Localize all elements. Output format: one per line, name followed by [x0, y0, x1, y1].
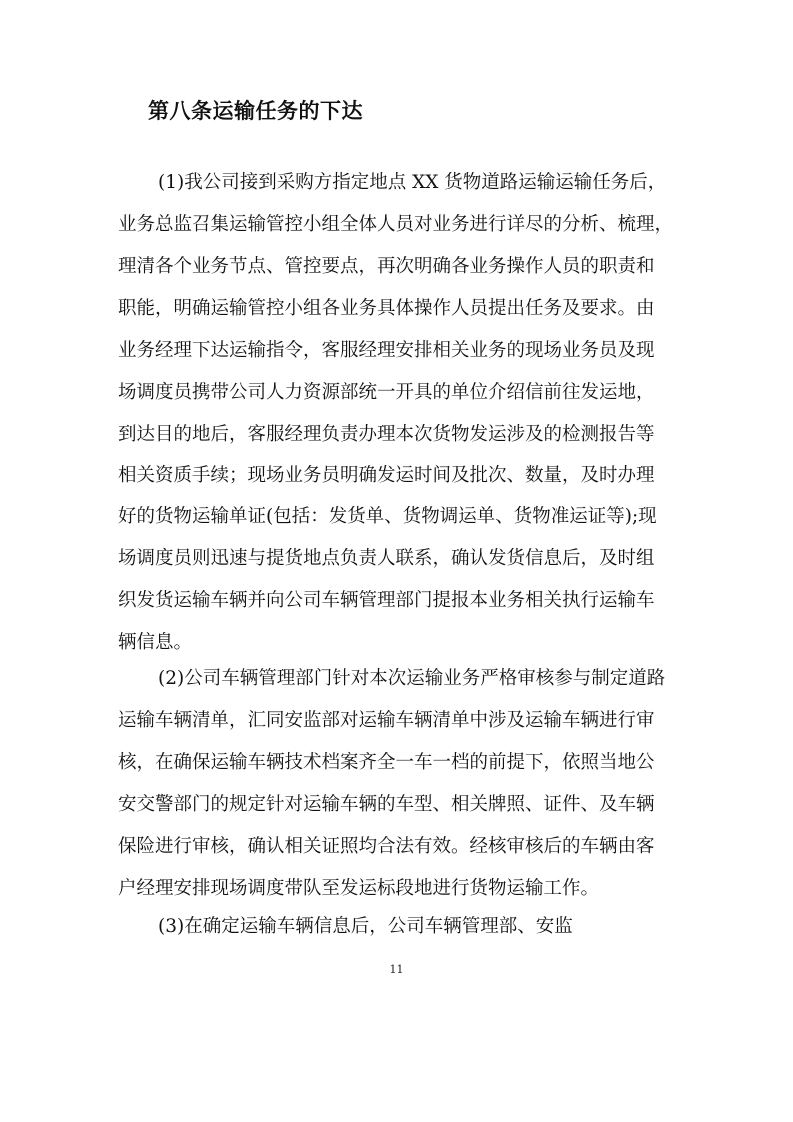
- paragraph-2-line-3: 核，在确保运输车辆技术档案齐全一车一档的前提下，依照当地公: [118, 752, 655, 773]
- paragraph-1-line-4: 职能，明确运输管控小组各业务具体操作人员提出任务及要求。由: [118, 298, 655, 319]
- paragraph-1-line-2: 业务总监召集运输管控小组全体人员对业务进行详尽的分析、梳理，: [118, 214, 674, 235]
- paragraph-1-line-3: 理清各个业务节点、管控要点，再次明确各业务操作人员的职责和: [118, 256, 655, 277]
- paragraph-3-line-1: (3)在确定运输车辆信息后，公司车辆管理部、安监: [158, 916, 573, 937]
- paragraph-1-line-5: 业务经理下达运输指令，客服经理安排相关业务的现场业务员及现: [118, 340, 655, 361]
- paragraph-2-line-6: 户经理安排现场调度带队至发运标段地进行货物运输工作。: [118, 878, 600, 899]
- paragraph-1-line-11: 织发货运输车辆并向公司车辆管理部门提报本业务相关执行运输车: [118, 590, 655, 611]
- paragraph-1-line-7: 到达目的地后，客服经理负责办理本次货物发运涉及的检测报告等: [118, 424, 655, 445]
- paragraph-1-line-10: 场调度员则迅速与提货地点负责人联系，确认发货信息后，及时组: [118, 548, 655, 569]
- paragraph-2-line-2: 运输车辆清单，汇同安监部对运输车辆清单中涉及运输车辆进行审: [118, 710, 655, 731]
- paragraph-2-line-5: 保险进行审核，确认相关证照均合法有效。经核审核后的车辆由客: [118, 836, 655, 857]
- paragraph-1-line-12: 辆信息。: [118, 632, 193, 653]
- paragraph-1-line-9: 好的货物运输单证(包括：发货单、货物调运单、货物准运证等);现: [118, 506, 657, 527]
- paragraph-2-line-4: 安交警部门的规定针对运输车辆的车型、相关牌照、证件、及车辆: [118, 794, 655, 815]
- paragraph-1-line-1: (1)我公司接到采购方指定地点 XX 货物道路运输运输任务后，: [158, 172, 667, 193]
- page-number: 11: [389, 963, 404, 976]
- section-heading: 第八条运输任务的下达: [148, 99, 363, 123]
- paragraph-2-line-1: (2)公司车辆管理部门针对本次运输业务严格审核参与制定道路: [158, 668, 666, 689]
- paragraph-1-line-6: 场调度员携带公司人力资源部统一开具的单位介绍信前往发运地，: [118, 382, 655, 403]
- paragraph-1-line-8: 相关资质手续；现场业务员明确发运时间及批次、数量，及时办理: [118, 465, 655, 486]
